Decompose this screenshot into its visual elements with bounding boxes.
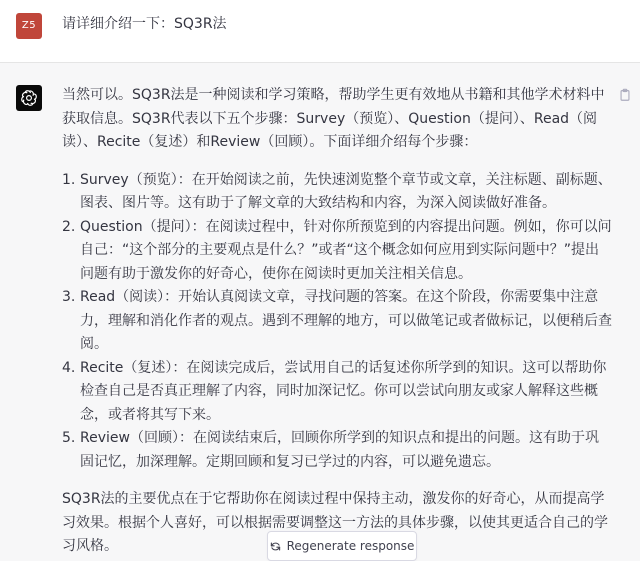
list-item — [62, 216, 612, 287]
regenerate-response-button[interactable] — [267, 531, 417, 561]
list-item-number: 5. — [62, 430, 76, 446]
assistant-message-row — [0, 63, 640, 561]
list-item — [62, 286, 612, 357]
list-item-number: 1. — [62, 171, 76, 188]
list-item-number: 4. — [62, 359, 76, 376]
answer-conclusion: SQ3R法的主要优点在于它帮助你在阅读过程中保持主动，激发你的好奇心，从而提高学习效果。根据个人喜好，可以根据需要调整这一方法的具体步骤，以使其更适合自己的学习风格。 — [62, 491, 608, 554]
clipboard-icon[interactable] — [618, 87, 632, 101]
openai-logo-icon — [16, 85, 42, 111]
refresh-icon — [270, 541, 281, 552]
list-item-text: Review（回顾）：在阅读结束后，回顾你所学到的知识点和提出的问题。这有助于巩固记忆，加深理解。定期回顾和复习已学过的内容，可以避免遗忘。 — [80, 430, 599, 470]
assistant-answer — [62, 84, 612, 559]
list-item — [62, 169, 612, 216]
user-message-text: 请详细介绍一下：SQ3R法 — [62, 16, 227, 32]
user-avatar: Z5 — [16, 13, 42, 39]
list-item-text: Question（提问）：在阅读过程中，针对你所预览到的内容提出问题。例如，你可以问自己：“这个部分的主要观点是什么？”或者“这个概念如何应用到实际问题中？”提出问题有助于激发你的好奇心，使你在阅读时更加关注相关信息。 — [80, 218, 612, 282]
steps-list — [62, 169, 612, 475]
regenerate-label: Regenerate response — [286, 539, 415, 553]
list-item — [62, 427, 612, 474]
list-item-text: Recite（复述）：在阅读完成后，尝试用自己的话复述你所学到的知识。这可以帮助你检查自己是否真正理解了内容，同时加深记忆。你可以尝试向朋友或家人解释这些概念，或者将其写下来。 — [80, 359, 607, 423]
list-item-number: 2. — [62, 218, 76, 235]
user-message-row — [0, 0, 640, 63]
answer-intro: 当然可以。SQ3R法是一种阅读和学习策略，帮助学生更有效地从书籍和其他学术材料中获取信息。SQ3R代表以下五个步骤：Survey（预览）、Question（提问）、Read（阅读）、Recite（复述）和Review（回顾）。下面详细介绍每个步骤： — [62, 87, 605, 150]
list-item-text: Read（阅读）：开始认真阅读文章，寻找问题的答案。在这个阶段，你需要集中注意力，理解和消化作者的观点。遇到不理解的地方，可以做笔记或者做标记，以便稍后查阅。 — [80, 289, 612, 352]
list-item — [62, 357, 612, 428]
list-item-text: Survey（预览）：在开始阅读之前，先快速浏览整个章节或文章，关注标题、副标题、图表、图片等。这有助于了解文章的大致结构和内容，为深入阅读做好准备。 — [80, 171, 612, 211]
list-item-number: 3. — [62, 289, 76, 305]
